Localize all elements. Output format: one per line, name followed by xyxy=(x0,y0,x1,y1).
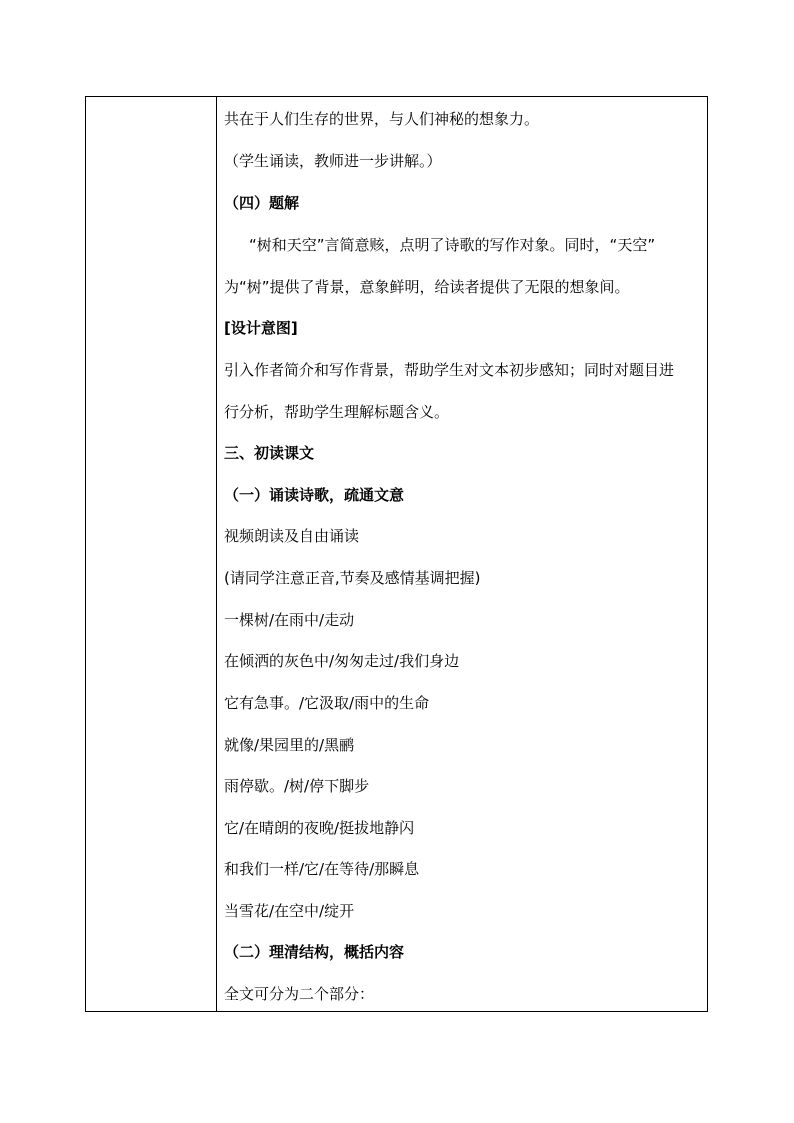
poem-line: 一棵树/在雨中/走动 xyxy=(224,611,355,629)
lesson-table xyxy=(85,96,708,1012)
poem-line: 当雪花/在空中/绽开 xyxy=(224,902,355,920)
text-line: “树和天空”言简意赅，点明了诗歌的写作对象。同时，“天空” xyxy=(249,236,656,254)
section-heading: [设计意图] xyxy=(224,319,298,337)
text-line: 视频朗读及自由诵读 xyxy=(224,527,360,545)
poem-line: 它/在晴朗的夜晚/挺拔地静闪 xyxy=(224,819,415,837)
text-line: 共在于人们生存的世界，与人们神秘的想象力。 xyxy=(224,110,540,128)
poem-line: 它有急事。/它汲取/雨中的生命 xyxy=(224,694,430,712)
text-line: 全文可分为二个部分： xyxy=(224,985,375,1003)
section-heading: （二）理清结构，概括内容 xyxy=(224,943,405,961)
section-heading: （四）题解 xyxy=(224,194,300,212)
poem-line: 和我们一样/它/在等待/那瞬息 xyxy=(224,860,420,878)
text-line: (请同学注意正音,节奏及感情基调把握) xyxy=(224,569,481,587)
section-heading: 三、初读课文 xyxy=(224,444,315,462)
content-cell xyxy=(217,97,707,1011)
section-heading: （一）诵读诗歌，疏通文意 xyxy=(224,486,405,504)
poem-line: 就像/果园里的/黑鹂 xyxy=(224,736,355,754)
poem-line: 在倾洒的灰色中/匆匆走过/我们身边 xyxy=(224,652,460,670)
text-line: 为“树”提供了背景，意象鲜明，给读者提供了无限的想象间。 xyxy=(224,278,630,296)
left-column-cell xyxy=(86,97,216,1011)
text-line: （学生诵读，教师进一步讲解。） xyxy=(224,152,442,170)
text-line: 引入作者简介和写作背景，帮助学生对文本初步感知；同时对题目进 xyxy=(224,361,675,379)
text-line: 行分析，帮助学生理解标题含义。 xyxy=(224,403,450,421)
poem-line: 雨停歇。/树/停下脚步 xyxy=(224,777,370,795)
